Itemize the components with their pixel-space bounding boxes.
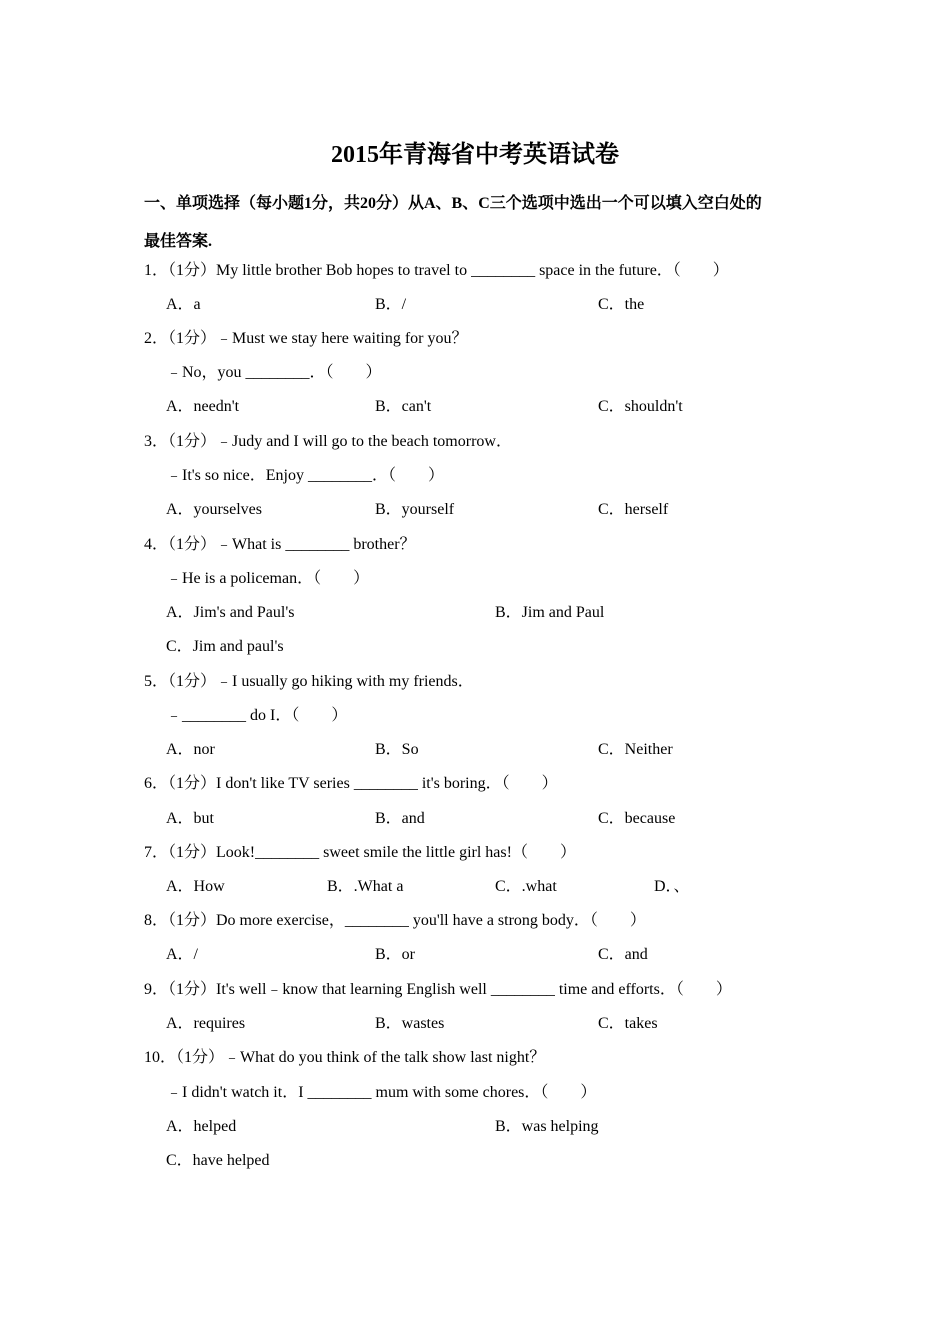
question-1-option-c[interactable]: C．the (598, 296, 645, 313)
question-7-option-d[interactable]: D．、 (654, 878, 690, 895)
question-9-option-c[interactable]: C．takes (598, 1015, 658, 1032)
question-2-stem: 2．（1分）﹣Must we stay here waiting for you？ (144, 330, 468, 347)
question-8-option-a[interactable]: A．/ (166, 946, 199, 963)
question-3-response: ﹣It's so nice．Enjoy ________．（ ） (166, 467, 444, 484)
question-6-stem: 6．（1分）I don't like TV series ________ it's boring．（ ） (144, 775, 558, 792)
question-5-option-b[interactable]: B．So (375, 741, 419, 758)
question-2-option-a[interactable]: A．needn't (166, 398, 240, 415)
question-5-option-c[interactable]: C．Neither (598, 741, 673, 758)
question-1-option-b[interactable]: B．/ (375, 296, 407, 313)
question-7-option-c[interactable]: C．.what (495, 878, 557, 895)
question-4-option-a[interactable]: A．Jim's and Paul's (166, 604, 295, 621)
question-2-option-b[interactable]: B．can't (375, 398, 432, 415)
question-8-option-c[interactable]: C．and (598, 946, 648, 963)
question-6-option-b[interactable]: B．and (375, 810, 425, 827)
question-2-response: ﹣No，you ________．（ ） (166, 364, 382, 381)
section-instruction-line-1: 一、单项选择（每小题1分，共20分）从A、B、C三个选项中选出一个可以填入空白处的 (144, 195, 762, 212)
question-10-option-a[interactable]: A．helped (166, 1118, 237, 1135)
question-5-stem: 5．（1分）﹣I usually go hiking with my friends． (144, 673, 474, 690)
question-10-response: ﹣I didn't watch it．I ________ mum with some chores．（ ） (166, 1084, 597, 1101)
question-10-option-c[interactable]: C．have helped (166, 1152, 270, 1169)
question-5-response: ﹣________ do I．（ ） (166, 707, 348, 724)
question-9-stem: 9．（1分）It's well﹣know that learning English well ________ time and efforts．（ ） (144, 981, 732, 998)
question-7-option-a[interactable]: A．How (166, 878, 225, 895)
question-1-stem: 1．（1分）My little brother Bob hopes to travel to ________ space in the future．（ ） (144, 262, 729, 279)
question-10-option-b[interactable]: B．was helping (495, 1118, 599, 1135)
question-2-option-c[interactable]: C．shouldn't (598, 398, 683, 415)
question-9-option-b[interactable]: B．wastes (375, 1015, 445, 1032)
question-6-option-c[interactable]: C．because (598, 810, 676, 827)
question-4-stem: 4．（1分）﹣What is ________ brother？ (144, 536, 416, 553)
question-4-response: ﹣He is a policeman．（ ） (166, 570, 370, 587)
question-8-option-b[interactable]: B．or (375, 946, 416, 963)
question-10-stem: 10．（1分）﹣What do you think of the talk show last night？ (144, 1049, 546, 1066)
page-title: 2015年青海省中考英语试卷 (331, 142, 619, 168)
question-3-option-a[interactable]: A．yourselves (166, 501, 262, 518)
question-9-option-a[interactable]: A．requires (166, 1015, 246, 1032)
question-1-option-a[interactable]: A．a (166, 296, 201, 313)
question-3-option-b[interactable]: B．yourself (375, 501, 455, 518)
section-instruction-line-2: 最佳答案. (144, 233, 213, 250)
question-5-option-a[interactable]: A．nor (166, 741, 215, 758)
question-3-stem: 3．（1分）﹣Judy and I will go to the beach tomorrow． (144, 433, 512, 450)
question-4-option-c[interactable]: C．Jim and paul's (166, 638, 284, 655)
question-8-stem: 8．（1分）Do more exercise，________ you'll have a strong body．（ ） (144, 912, 646, 929)
question-7-stem: 7．（1分）Look!________ sweet smile the little girl has!（ ） (144, 844, 576, 861)
question-3-option-c[interactable]: C．herself (598, 501, 669, 518)
question-4-option-b[interactable]: B．Jim and Paul (495, 604, 605, 621)
question-7-option-b[interactable]: B．.What a (327, 878, 404, 895)
question-6-option-a[interactable]: A．but (166, 810, 215, 827)
